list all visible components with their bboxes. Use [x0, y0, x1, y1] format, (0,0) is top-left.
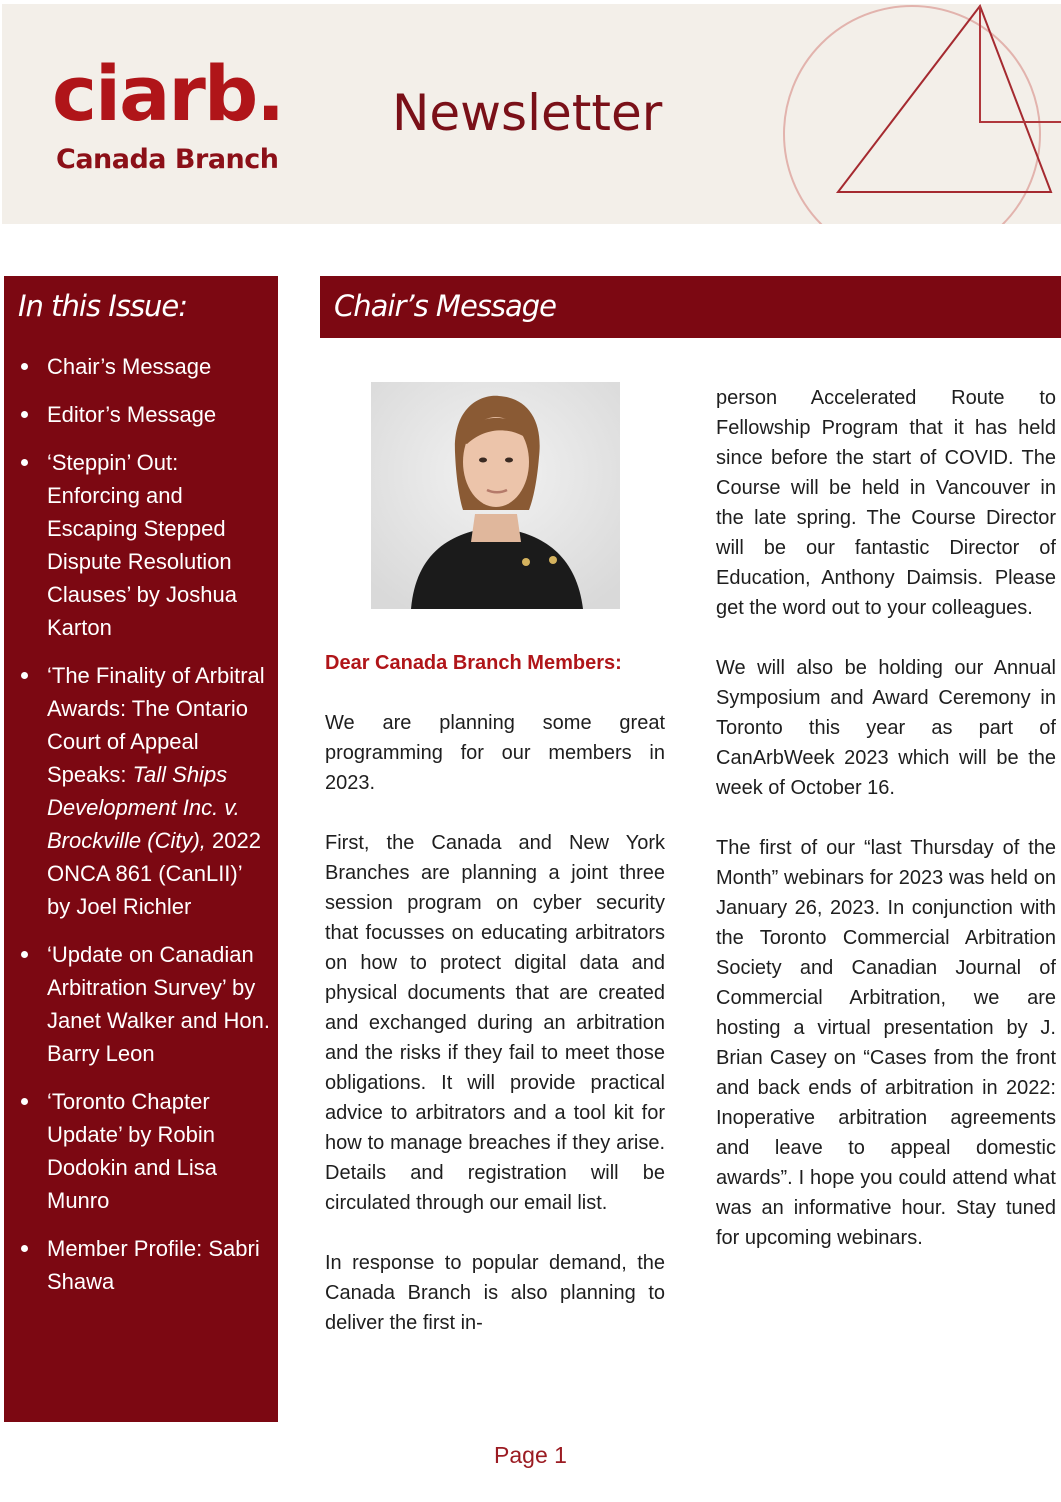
section-title: Chair’s Message: [334, 289, 557, 323]
chair-portrait: [371, 382, 620, 609]
letter-paragraph: We will also be holding our Annual Symposium and Award Ceremony in Toronto this year as part of CanArbWeek 2023 which will be the week of October 16.: [716, 657, 1056, 799]
ciarb-logo: ciarb.: [52, 49, 284, 138]
letter-column-right: [716, 383, 1056, 1283]
sidebar-heading: In this Issue:: [18, 289, 188, 323]
case-name: Tall Ships Development Inc. v. Brockville (City),: [47, 762, 240, 853]
letter-paragraph: We are planning some great programming for our members in 2023.: [325, 712, 665, 794]
page-number: Page 1: [494, 1442, 567, 1468]
contents-item[interactable]: ‘Toronto Chapter Update’ by Robin Dodokin and Lisa Munro: [18, 1085, 270, 1217]
letter-paragraph: person Accelerated Route to Fellowship Program that it has held since before the start of COVID. The Course will be held in Vancouver in the late spring. The Course Director will be our fantastic Director of Education, Anthony Daimsis. Please get the word out to your colleagues.: [716, 387, 1056, 619]
contents-item-text: 2022 ONCA 861 (CanLII)’ by Joel Richler: [47, 828, 261, 919]
geometric-decoration-icon: [762, 4, 1061, 224]
salutation: Dear Canada Branch Members:: [325, 652, 622, 674]
letter-paragraph: The first of our “last Thursday of the Month” webinars for 2023 was held on January 26, 2023. In conjunction with the Toronto Commercial Arbitration Society and Canadian Journal of Commercial Arbitration, we are hosting a virtual presentation by J. Brian Casey on “Cases from the front and back ends of arbitration in 2022: Inoperative arbitration agreements and leave to appeal domestic awards”. I hope you could attend what was an informative hour. Stay tuned for upcoming webinars.: [716, 837, 1056, 1249]
issue-contents-sidebar: [4, 276, 278, 1422]
contents-item[interactable]: Editor’s Message: [18, 398, 270, 431]
newsletter-title: Newsletter: [392, 84, 663, 142]
letter-paragraph: First, the Canada and New York Branches are planning a joint three session program on cyber security that focusses on educating arbitrators on how to protect digital data and physical documents that are created and exchanged during an arbitration and the risks if they fail to meet those obligations. It will provide practical advice to arbitrators and a tool kit for how to manage breaches if they arise. Details and registration will be circulated through our email list.: [325, 832, 665, 1214]
contents-item[interactable]: [18, 659, 270, 923]
portrait-icon: [371, 382, 620, 609]
contents-item[interactable]: Chair’s Message: [18, 350, 270, 383]
contents-item-text: ‘The Finality of Arbitral Awards: The Ontario Court of Appeal Speaks:: [47, 663, 265, 787]
letter-paragraph: In response to popular demand, the Canada Branch is also planning to deliver the first in-: [325, 1252, 665, 1334]
branch-name: Canada Branch: [56, 144, 279, 175]
section-header: [320, 276, 1061, 338]
contents-item[interactable]: ‘Steppin’ Out: Enforcing and Escaping Stepped Dispute Resolution Clauses’ by Joshua Karton: [18, 446, 270, 644]
contents-item[interactable]: Member Profile: Sabri Shawa: [18, 1232, 270, 1298]
masthead-banner: [2, 4, 1061, 224]
letter-column-left: [325, 648, 665, 1368]
contents-list: [18, 350, 270, 1313]
contents-item[interactable]: ‘Update on Canadian Arbitration Survey’ by Janet Walker and Hon. Barry Leon: [18, 938, 270, 1070]
